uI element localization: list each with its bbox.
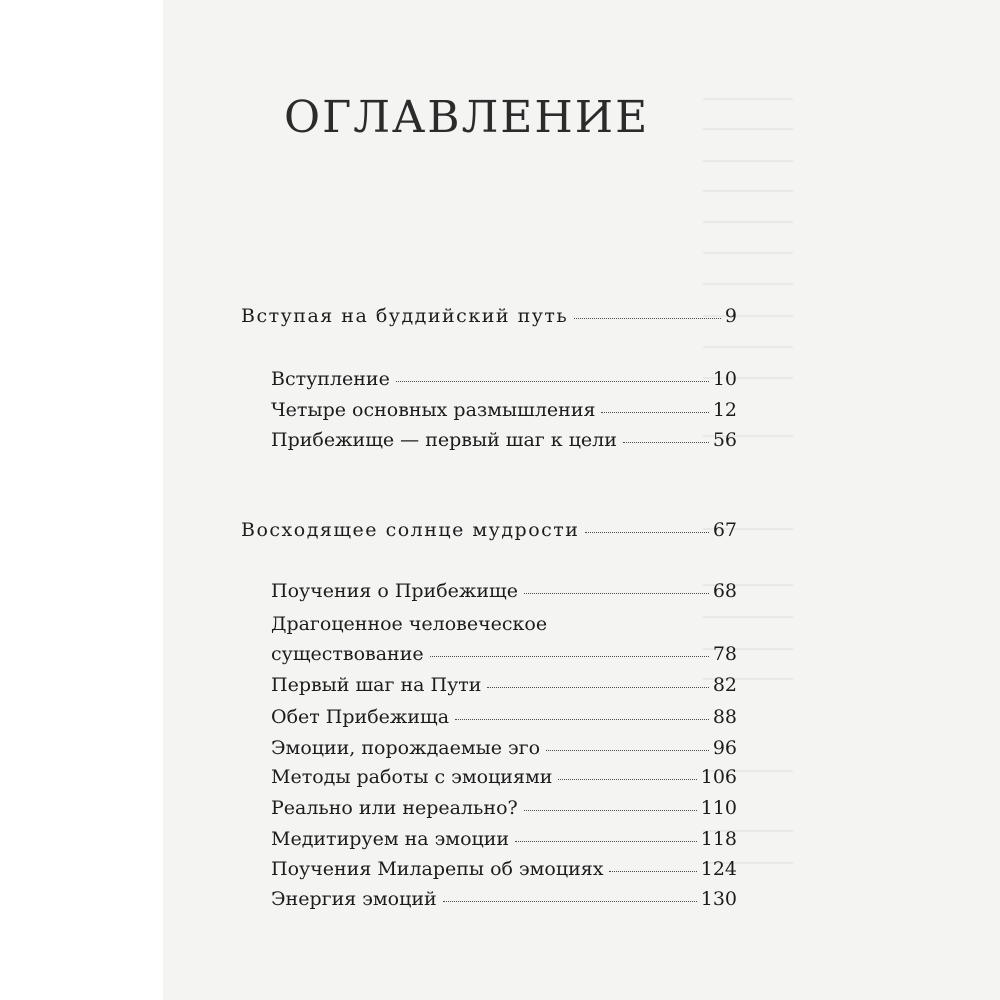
- dot-leader: [487, 687, 708, 688]
- toc-entry-label: Поучения о Прибежище: [271, 580, 518, 602]
- dot-leader: [524, 810, 697, 811]
- toc-entry-label: Медитируем на эмоции: [271, 828, 510, 850]
- toc-entry-label: Обет Прибежища: [271, 706, 450, 728]
- toc-entry-label: Четыре основных размышления: [271, 399, 596, 421]
- toc-entry-label: Эмоции, порождаемые эго: [271, 737, 541, 759]
- toc-entry-label: Прибежище — первый шаг к цели: [271, 429, 617, 451]
- dot-leader: [558, 779, 696, 780]
- toc-page-number: 67: [712, 519, 737, 541]
- toc-page-number: 9: [724, 305, 737, 327]
- toc-page-number: 106: [700, 766, 737, 788]
- toc-entry[interactable]: [271, 429, 737, 451]
- dot-leader: [455, 719, 709, 720]
- toc-part-1[interactable]: [241, 305, 737, 327]
- toc-entry-label: Энергия эмоций: [271, 888, 437, 910]
- toc-entry[interactable]: [271, 580, 737, 602]
- toc-entry[interactable]: [271, 674, 737, 696]
- toc-entry[interactable]: [271, 828, 737, 850]
- dot-leader: [601, 412, 708, 413]
- toc-page-number: 68: [712, 580, 737, 602]
- toc-page-number: 82: [712, 674, 737, 696]
- toc-entry-label: Методы работы с эмоциями: [271, 766, 553, 788]
- toc-entry[interactable]: [271, 737, 737, 759]
- toc-entry-label-line1: Драгоценное человеческое: [271, 613, 548, 635]
- dot-leader: [396, 381, 709, 382]
- toc-entry-label: Реально или нереально?: [271, 797, 518, 819]
- toc-part-2[interactable]: [241, 519, 737, 541]
- toc-part-label: Восходящее солнце мудрости: [241, 519, 580, 541]
- toc-part-label: Вступая на буддийский путь: [241, 305, 569, 327]
- toc-entry-label: Вступление: [271, 368, 390, 390]
- toc-page-number: 10: [712, 368, 737, 390]
- toc-page-number: 12: [712, 399, 737, 421]
- toc-page-number: 88: [712, 706, 737, 728]
- dot-leader: [443, 901, 697, 902]
- toc-page-number: 96: [712, 737, 737, 759]
- dot-leader: [623, 442, 709, 443]
- toc-page-number: 130: [700, 888, 737, 910]
- show-through-text: [163, 0, 1000, 1000]
- toc-page-number: 78: [712, 643, 737, 665]
- toc-entry[interactable]: [271, 858, 737, 880]
- book-page: [163, 0, 1000, 1000]
- toc-page-number: 124: [700, 858, 737, 880]
- toc-entry[interactable]: [271, 643, 737, 665]
- toc-entry-label: Первый шаг на Пути: [271, 674, 482, 696]
- dot-leader: [515, 841, 697, 842]
- dot-leader: [546, 750, 709, 751]
- dot-leader: [430, 656, 709, 657]
- toc-entry[interactable]: [271, 888, 737, 910]
- toc-entry-label: Поучения Миларепы об эмоциях: [271, 858, 604, 880]
- toc-entry[interactable]: [271, 797, 737, 819]
- dot-leader: [609, 871, 696, 872]
- dot-leader: [524, 593, 709, 594]
- toc-entry[interactable]: [271, 766, 737, 788]
- toc-entry[interactable]: [271, 399, 737, 421]
- toc-entry-label: существование: [271, 643, 424, 665]
- dot-leader: [585, 532, 708, 533]
- dot-leader: [574, 318, 721, 319]
- toc-page-number: 110: [700, 797, 737, 819]
- toc-page-number: 118: [700, 828, 737, 850]
- page-title: ОГЛАВЛЕНИЕ: [284, 92, 650, 143]
- toc-page-number: 56: [712, 429, 737, 451]
- toc-entry[interactable]: [271, 368, 737, 390]
- toc-entry[interactable]: [271, 706, 737, 728]
